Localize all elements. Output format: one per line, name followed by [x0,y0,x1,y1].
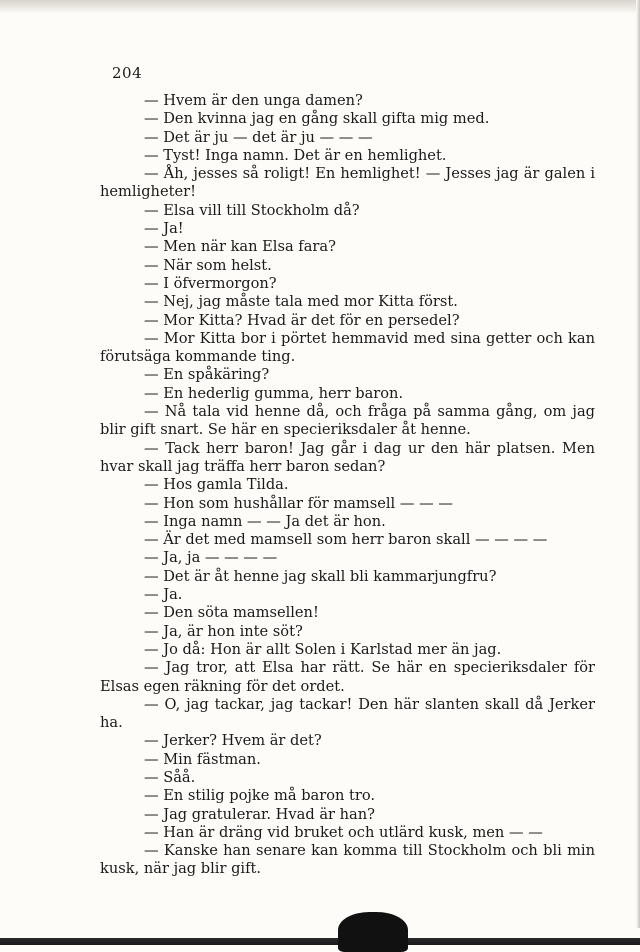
dialogue-line: — Elsa vill till Stockholm då? [144,201,360,219]
dialogue-line: — Tyst! Inga namn. Det är en hemlighet. [144,146,447,164]
dialogue-line: — Hvem är den unga damen? [144,92,363,109]
page-number: 204 [112,64,143,82]
dialogue-line: — Ja, är hon inte söt? [144,622,303,640]
dialogue-line: — Såå. [144,768,196,786]
dialogue-line: — O, jag tackar, jag tackar! Den här slanten skall då Jerker ha. [100,695,595,732]
dialogue-line: — Mor Kitta bor i pörtet hemmavid med sina getter och kan förutsäga kommande ting. [100,329,595,366]
dialogue-line: — Jag gratulerar. Hvad är han? [144,805,375,823]
dialogue-line: — En stilig pojke må baron tro. [144,787,376,805]
dialogue-line: — Jo då: Hon är allt Solen i Karlstad mer än jag. [144,640,502,658]
page-top-shadow [0,0,640,14]
dialogue-line: — Nej, jag måste tala med mor Kitta först. [144,293,458,311]
dialogue-line: — Hon som hushållar för mamsell — — — [144,494,453,512]
dialogue-line: — Kanske han senare kan komma till Stockholm och bli min kusk, när jag blir gift. [100,842,595,878]
dialogue-line: — Men när kan Elsa fara? [144,238,336,256]
dialogue-line: — Ja, ja — — — — [144,549,278,567]
dialogue-line: — Mor Kitta? Hvad är det för en persedel? [144,311,460,329]
dialogue-line: — Är det med mamsell som herr baron skall — — — — [144,531,548,549]
dialogue-line: — En hederlig gumma, herr baron. [144,384,404,402]
dialogue-line: — Åh, jesses så roligt! En hemlighet! — Jesses jag är galen i hemligheter! [100,165,595,201]
dialogue-line: — Den kvinna jag en gång skall gifta mig med. [144,110,490,128]
dialogue-line: — När som helst. [144,256,272,274]
dialogue-line: — Tack herr baron! Jag går i dag ur den här platsen. Men hvar skall jag träffa herr baron sedan? [100,439,595,475]
dialogue-line: — Jag tror, att Elsa har rätt. Se här en specieriksdaler för Elsas egen räkning för det ordet. [100,659,595,695]
dialogue-line: — Det är ju — det är ju — — — [144,128,373,146]
dialogue-line: — Den söta mamsellen! [144,604,319,622]
dialogue-line: — Jerker? Hvem är det? [144,732,322,750]
dialogue-line: — Inga namn — — Ja det är hon. [144,512,386,530]
ink-blot [338,912,408,952]
page-right-edge [636,0,640,945]
dialogue-line: — Hos gamla Tilda. [144,476,289,494]
dialogue-line: — Han är dräng vid bruket och utlärd kusk, men — — [144,823,543,841]
dialogue-text [100,92,595,879]
dialogue-line: — Ja. [144,586,183,604]
dialogue-line: — I öfvermorgon? [144,274,277,292]
dialogue-line: — Det är åt henne jag skall bli kammarjungfru? [144,567,497,585]
dialogue-line: — Nå tala vid henne då, och fråga på samma gång, om jag blir gift snart. Se här en specieriksdaler åt henne. [100,403,595,439]
dialogue-line: — Min fästman. [144,750,261,768]
dialogue-line: — Ja! [144,220,184,238]
scan-bottom-edge [0,928,640,945]
dialogue-line: — En spåkäring? [144,366,270,384]
